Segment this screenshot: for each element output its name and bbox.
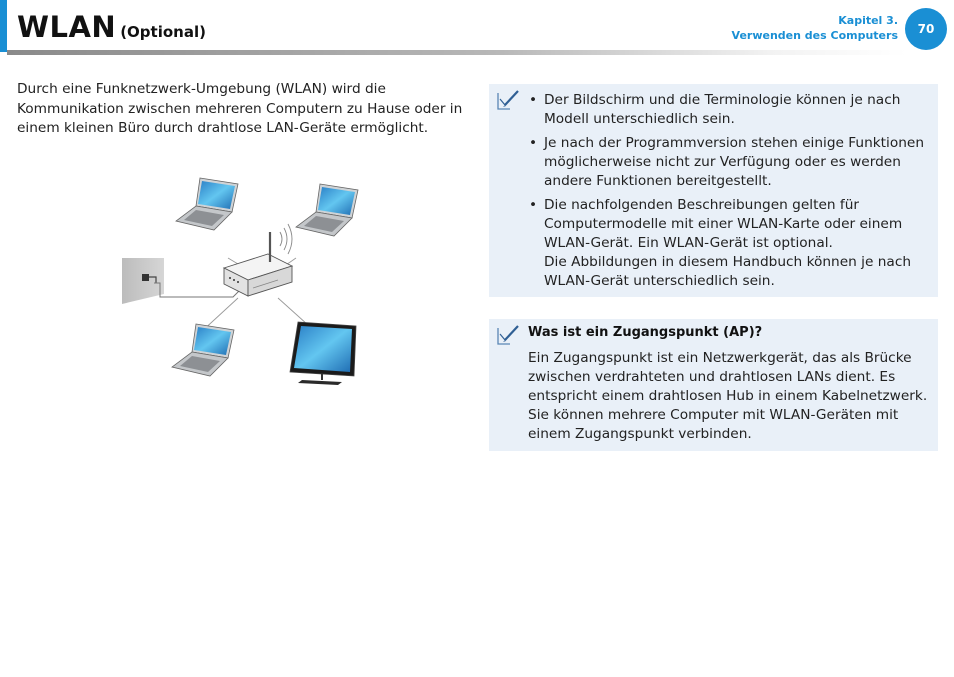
note-item: • Die nachfolgenden Beschreibungen gelten für Computermodelle mit einer WLAN-Karte oder einem WLAN-Gerät. Ein WLAN-Gerät ist optional. Die Abbildungen in diesem Handbuch können je nach WLAN-Gerät unterschiedlich sein. xyxy=(527,196,932,291)
chapter-title: Verwenden des Computers xyxy=(731,29,898,42)
wall-socket xyxy=(122,258,164,304)
info-box-title: Was ist ein Zugangspunkt (AP)? xyxy=(528,325,763,340)
note-list xyxy=(527,91,932,296)
header-divider xyxy=(7,50,907,55)
info-box-text: Ein Zugangspunkt ist ein Netzwerkgerät, das als Brücke zwischen verdrahteten und drahtlosen LANs dient. Es entspricht einem drahtlosen Hub in einem Kabelnetzwerk. Sie können mehrere Computer mit WLAN-Geräten mit einem Zugangspunkt verbinden. xyxy=(528,350,928,442)
page-title-main: WLAN xyxy=(17,10,117,44)
page-title-subtitle: (Optional) xyxy=(120,23,206,41)
note-pencil-icon xyxy=(496,324,522,348)
chapter-number: Kapitel 3. xyxy=(838,14,898,27)
wifi-signal-icon xyxy=(280,224,292,254)
note-item: • Der Bildschirm und die Terminologie können je nach Modell unterschiedlich sein. xyxy=(527,91,932,129)
intro-paragraph: Durch eine Funknetzwerk-Umgebung (WLAN) wird die Kommunikation zwischen mehreren Computern zu Hause oder in einem kleinen Büro durch drahtlose LAN-Geräte ermöglicht. xyxy=(17,81,463,136)
page-number-badge: 70 xyxy=(905,8,947,50)
laptop-icon xyxy=(176,178,238,230)
header-accent-bar xyxy=(0,0,7,52)
page-title xyxy=(17,10,206,44)
note-item: • Je nach der Programmversion stehen einige Funktionen möglicherweise nicht zur Verfügung oder es werden andere Funktionen bereitgestellt. xyxy=(527,134,932,191)
note-box xyxy=(489,84,938,297)
chapter-label xyxy=(732,13,898,43)
info-box-access-point xyxy=(489,319,938,451)
laptop-icon xyxy=(172,324,234,376)
note-pencil-icon xyxy=(496,89,522,113)
wlan-diagram xyxy=(118,170,368,385)
laptop-icon xyxy=(296,184,358,236)
monitor-icon xyxy=(290,322,356,385)
